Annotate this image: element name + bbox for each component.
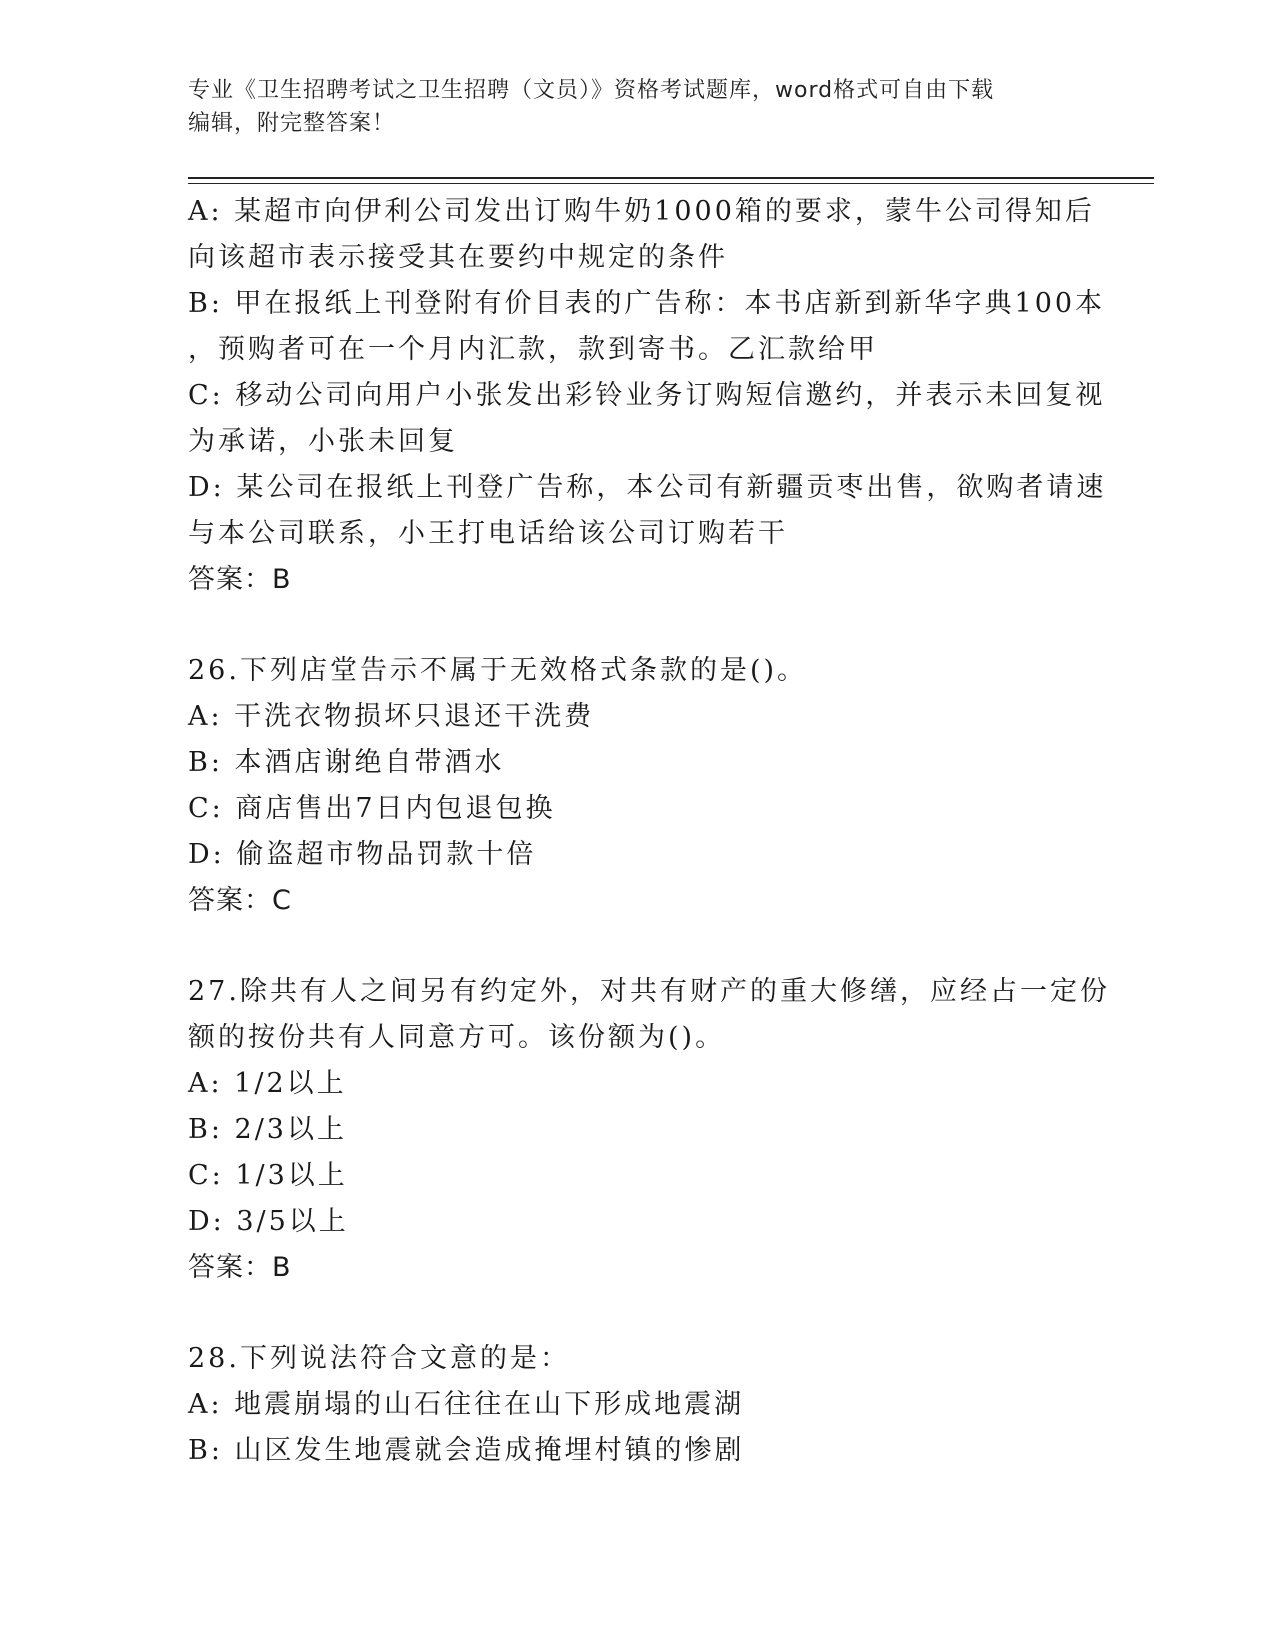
q26-answer: 答案：C: [188, 885, 292, 916]
spacer: [188, 603, 1088, 648]
q28-option-b: B: 山区发生地震就会造成掩埋村镇的惨剧: [188, 1435, 745, 1466]
spacer: [188, 1291, 1088, 1336]
q26-option-d: D: 偷盗超市物品罚款十倍: [188, 839, 537, 870]
q28-option-a: A: 地震崩塌的山石往往在山下形成地震湖: [188, 1389, 745, 1420]
question-28: [188, 1336, 1088, 1474]
q27-option-b: B: 2/3以上: [188, 1114, 347, 1145]
q26-option-a: A: 干洗衣物损坏只退还干洗费: [188, 701, 595, 732]
document-header: [188, 74, 1088, 140]
header-line-1: 专业《卫生招聘考试之卫生招聘（文员）》资格考试题库，word格式可自由下载: [188, 78, 995, 103]
q25-answer: 答案：B: [188, 564, 292, 595]
q25-option-d-line-1: D: 某公司在报纸上刊登广告称，本公司有新疆贡枣出售，欲购者请速: [188, 472, 1107, 503]
q27-option-c: C: 1/3以上: [188, 1160, 348, 1191]
q27-question-line-1: 27.除共有人之间另有约定外，对共有财产的重大修缮，应经占一定份: [188, 976, 1110, 1007]
header-line-2: 编辑，附完整答案！: [188, 111, 396, 136]
q25-option-d-line-2: 与本公司联系，小王打电话给该公司订购若干: [188, 518, 788, 549]
q25-option-c-line-2: 为承诺，小张未回复: [188, 426, 458, 457]
q27-option-d: D: 3/5以上: [188, 1206, 349, 1237]
q25-option-a-line-1: A: 某超市向伊利公司发出订购牛奶1000箱的要求，蒙牛公司得知后: [188, 196, 1095, 227]
header-divider-thin: [188, 183, 1154, 184]
q26-option-c: C: 商店售出7日内包退包换: [188, 793, 556, 824]
question-27: [188, 969, 1110, 1291]
q25-option-b-line-2: ，预购者可在一个月内汇款，款到寄书。乙汇款给甲: [188, 334, 878, 365]
q26-option-b: B: 本酒店谢绝自带酒水: [188, 747, 505, 778]
q25-option-b-line-1: B: 甲在报纸上刊登附有价目表的广告称：本书店新到新华字典100本: [188, 288, 1106, 319]
question-list: [188, 189, 1110, 1474]
q26-question: 26.下列店堂告示不属于无效格式条款的是()。: [188, 655, 808, 686]
q25-option-a-line-2: 向该超市表示接受其在要约中规定的条件: [188, 242, 728, 273]
question-25: [188, 189, 1107, 603]
spacer: [188, 924, 1088, 969]
question-26: [188, 648, 1088, 924]
q27-question-line-2: 额的按份共有人同意方可。该份额为()。: [188, 1022, 726, 1053]
header-divider-thick: [188, 177, 1154, 179]
q27-answer: 答案：B: [188, 1252, 292, 1283]
q25-option-c-line-1: C: 移动公司向用户小张发出彩铃业务订购短信邀约，并表示未回复视: [188, 380, 1106, 411]
q28-question: 28.下列说法符合文意的是：: [188, 1343, 570, 1374]
q27-option-a: A: 1/2以上: [188, 1068, 347, 1099]
